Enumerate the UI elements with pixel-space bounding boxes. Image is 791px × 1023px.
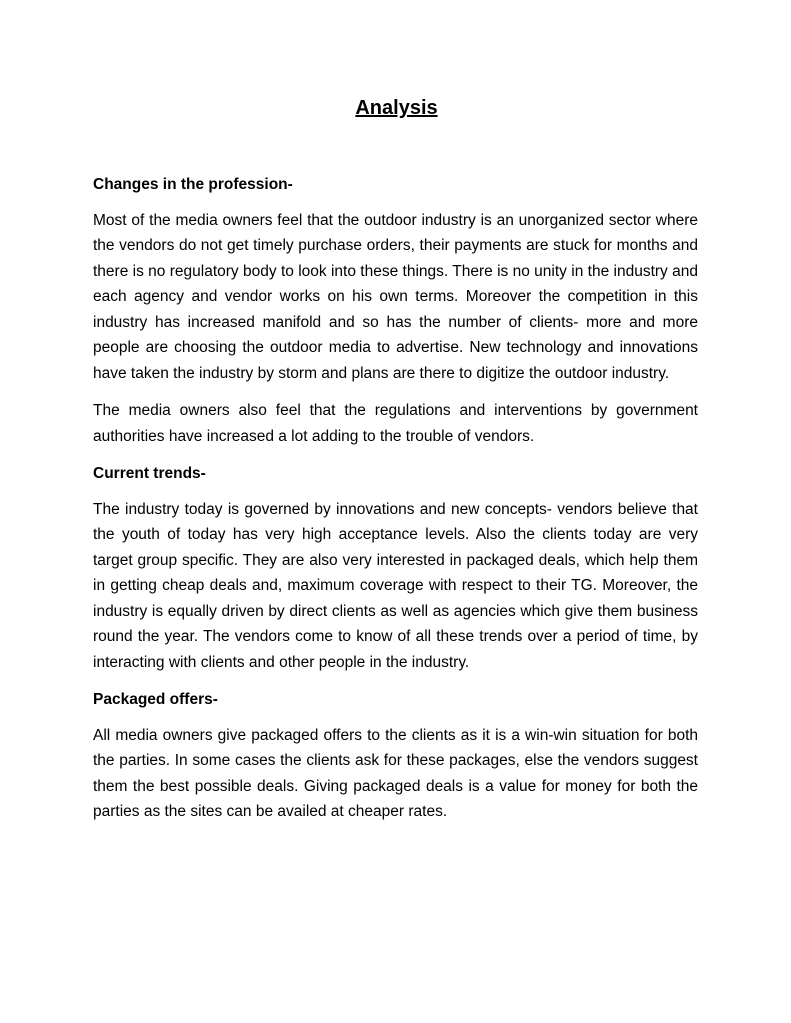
section-packaged-offers [93, 687, 698, 825]
paragraph: The media owners also feel that the regulations and interventions by government authorities have increased a lot adding to the trouble of vendors. [93, 402, 698, 445]
section-current-trends [93, 461, 698, 675]
paragraph: Most of the media owners feel that the outdoor industry is an unorganized sector where the vendors do not get timely purchase orders, their payments are stuck for months and there is no regulatory body to look into these things. There is no unity in the industry and each agency and vendor works on his own terms. Moreover the competition in this industry has increased manifold and so has the number of clients- more and more people are choosing the outdoor media to advertise. New technology and innovations have taken the industry by storm and plans are there to digitize the outdoor industry. [93, 211, 698, 382]
page-title: Analysis [355, 97, 438, 119]
paragraph: All media owners give packaged offers to the clients as it is a win-win situation for both the parties. In some cases the clients ask for these packages, else the vendors suggest them the best possible deals. Giving packaged deals is a value for money for both the parties as the sites can be availed at cheaper rates. [93, 726, 698, 820]
section-heading: Packaged offers- [93, 691, 218, 708]
section-changes-in-profession [93, 172, 698, 449]
document-page [93, 94, 698, 837]
section-heading: Current trends- [93, 465, 206, 482]
section-heading: Changes in the profession- [93, 176, 293, 193]
paragraph: The industry today is governed by innovations and new concepts- vendors believe that the youth of today has very high acceptance levels. Also the clients today are very target group specific. They are also very interested in packaged deals, which help them in getting cheap deals and, maximum coverage with respect to their TG. Moreover, the industry is equally driven by direct clients as well as agencies which give them business round the year. The vendors come to know of all these trends over a period of time, by interacting with clients and other people in the industry. [93, 500, 698, 671]
